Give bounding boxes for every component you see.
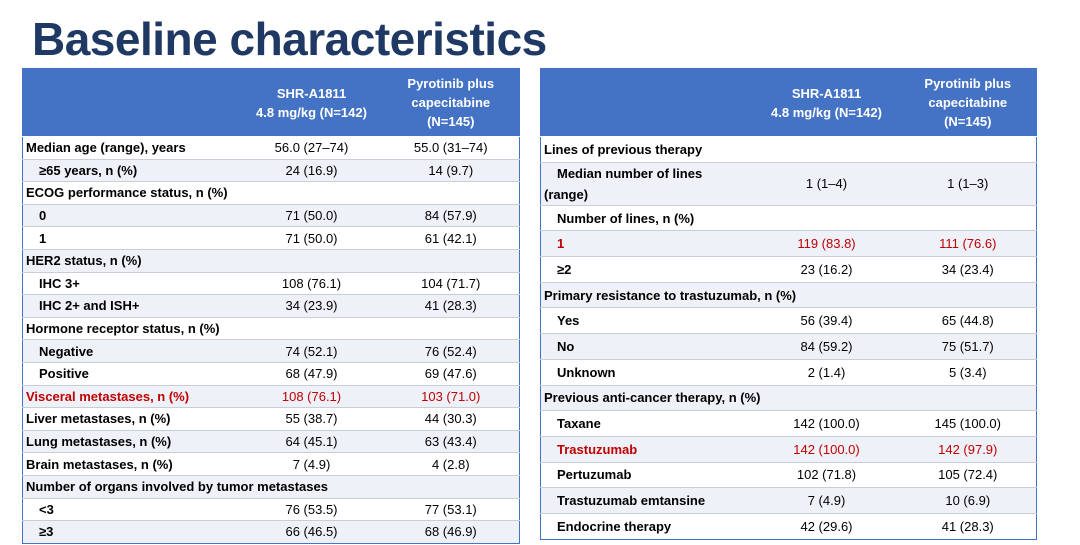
header-col2-line1: Pyrotinib plus	[407, 76, 495, 91]
value-shr-a1811: 102 (71.8)	[754, 462, 900, 488]
table-row	[23, 317, 520, 340]
row-label	[23, 295, 241, 318]
row-label	[541, 137, 754, 163]
row-label	[541, 231, 754, 257]
table-row	[23, 362, 520, 385]
row-label-text: Pertuzumab	[557, 467, 632, 483]
value-shr-a1811	[241, 249, 383, 272]
row-label-text: Visceral metastases, n (%)	[26, 388, 190, 404]
value-pyrotinib: 105 (72.4)	[900, 462, 1037, 488]
table-row	[541, 462, 1037, 488]
row-label-text: IHC 3+	[39, 275, 80, 291]
value-pyrotinib	[383, 317, 520, 340]
header-col2-line3: (N=145)	[427, 114, 475, 129]
header-col2-line2: capecitabine	[928, 95, 1008, 110]
row-label-text: Number of lines, n (%)	[557, 210, 695, 226]
header-col1-line2: 4.8 mg/kg (N=142)	[256, 104, 367, 120]
table-row	[23, 227, 520, 250]
row-label	[23, 498, 241, 521]
value-pyrotinib: 145 (100.0)	[900, 411, 1037, 437]
row-label	[541, 359, 754, 385]
header-empty-cell	[541, 69, 754, 137]
row-label-text: 0	[39, 208, 47, 224]
value-pyrotinib: 65 (44.8)	[900, 308, 1037, 334]
row-label	[23, 475, 328, 498]
table-row	[23, 272, 520, 295]
row-label-text: ≥2	[557, 261, 572, 277]
header-col2-line3: (N=145)	[944, 114, 992, 129]
value-shr-a1811: 42 (29.6)	[754, 513, 900, 539]
table-row	[23, 408, 520, 431]
value-pyrotinib: 1 (1–3)	[900, 162, 1037, 205]
header-pyrotinib	[383, 69, 520, 137]
row-label-text: Hormone receptor status, n (%)	[26, 321, 220, 337]
row-label	[23, 204, 241, 227]
row-label	[23, 272, 241, 295]
value-shr-a1811	[754, 137, 900, 163]
row-label-text: IHC 2+ and ISH+	[39, 298, 140, 314]
value-shr-a1811: 24 (16.9)	[241, 159, 383, 182]
row-label-text: Lung metastases, n (%)	[26, 434, 172, 450]
value-pyrotinib: 103 (71.0)	[383, 385, 520, 408]
table-row	[23, 249, 520, 272]
table-row	[23, 137, 520, 160]
value-pyrotinib	[383, 249, 520, 272]
value-shr-a1811	[241, 182, 383, 205]
row-label	[23, 385, 241, 408]
row-label	[541, 488, 754, 514]
table-row	[23, 430, 520, 453]
row-label-text: No	[557, 338, 575, 354]
value-pyrotinib: 55.0 (31–74)	[383, 137, 520, 160]
row-label	[23, 137, 241, 160]
value-pyrotinib: 68 (46.9)	[383, 521, 520, 544]
table-row	[541, 137, 1037, 163]
row-label-text: Taxane	[557, 416, 601, 432]
value-pyrotinib: 84 (57.9)	[383, 204, 520, 227]
value-pyrotinib: 111 (76.6)	[900, 231, 1037, 257]
row-label	[541, 162, 754, 205]
value-shr-a1811: 7 (4.9)	[241, 453, 383, 476]
table-header-row	[541, 69, 1037, 137]
row-label-text: Unknown	[557, 364, 616, 380]
value-pyrotinib: 10 (6.9)	[900, 488, 1037, 514]
table-row	[23, 498, 520, 521]
header-shr-a1811	[241, 69, 383, 137]
value-shr-a1811: 142 (100.0)	[754, 436, 900, 462]
value-pyrotinib: 41 (28.3)	[900, 513, 1037, 539]
row-label-text: 1	[39, 230, 47, 246]
value-shr-a1811: 119 (83.8)	[754, 231, 900, 257]
row-label	[23, 453, 241, 476]
table-row	[23, 521, 520, 544]
row-label	[23, 249, 241, 272]
row-label-text: Primary resistance to trastuzumab, n (%)	[544, 287, 797, 303]
row-label-text-cont: (range)	[544, 186, 589, 202]
row-label-text: Yes	[557, 313, 580, 329]
value-shr-a1811: 1 (1–4)	[754, 162, 900, 205]
row-label-text: ≥65 years, n (%)	[39, 162, 138, 178]
header-col1-line1: SHR-A1811	[276, 85, 347, 101]
value-shr-a1811	[241, 317, 383, 340]
value-shr-a1811: 56.0 (27–74)	[241, 137, 383, 160]
row-label-text: Positive	[39, 366, 89, 382]
value-pyrotinib: 142 (97.9)	[900, 436, 1037, 462]
table-row	[23, 182, 520, 205]
value-shr-a1811: 142 (100.0)	[754, 411, 900, 437]
value-shr-a1811	[754, 205, 900, 231]
baseline-table-right	[540, 68, 1037, 540]
value-pyrotinib	[900, 205, 1037, 231]
row-label	[23, 430, 241, 453]
table-row	[23, 340, 520, 363]
row-label-text: HER2 status, n (%)	[26, 253, 142, 269]
table-row	[541, 308, 1037, 334]
table-row	[23, 453, 520, 476]
value-pyrotinib: 4 (2.8)	[383, 453, 520, 476]
value-pyrotinib	[900, 385, 1037, 411]
value-shr-a1811	[754, 385, 900, 411]
value-pyrotinib: 14 (9.7)	[383, 159, 520, 182]
row-label-text: Median number of lines	[557, 165, 703, 181]
value-pyrotinib: 41 (28.3)	[383, 295, 520, 318]
table-row	[541, 231, 1037, 257]
row-label-text: ECOG performance status, n (%)	[26, 185, 228, 201]
header-col1-line1: SHR-A1811	[791, 85, 862, 101]
row-label-text: Median age (range), years	[26, 140, 186, 156]
row-label	[23, 317, 241, 340]
value-pyrotinib	[900, 282, 1037, 308]
table-row	[23, 159, 520, 182]
table-row	[23, 295, 520, 318]
value-shr-a1811: 34 (23.9)	[241, 295, 383, 318]
table-header-row	[23, 69, 520, 137]
value-shr-a1811: 84 (59.2)	[754, 334, 900, 360]
value-pyrotinib: 69 (47.6)	[383, 362, 520, 385]
table-row	[541, 359, 1037, 385]
row-label-text: Trastuzumab	[557, 441, 638, 457]
row-label-text: Previous anti-cancer therapy, n (%)	[544, 390, 761, 406]
row-label	[23, 227, 241, 250]
row-label-text: Liver metastases, n (%)	[26, 411, 171, 427]
row-label-text: Negative	[39, 343, 94, 359]
header-col2-line1: Pyrotinib plus	[924, 76, 1012, 91]
row-label	[23, 340, 241, 363]
table-row	[541, 282, 1037, 308]
value-pyrotinib: 104 (71.7)	[383, 272, 520, 295]
table-row	[541, 488, 1037, 514]
row-label	[541, 257, 754, 283]
value-shr-a1811: 56 (39.4)	[754, 308, 900, 334]
value-shr-a1811: 68 (47.9)	[241, 362, 383, 385]
table-row	[541, 162, 1037, 205]
value-pyrotinib: 34 (23.4)	[900, 257, 1037, 283]
header-empty-cell	[23, 69, 241, 137]
value-pyrotinib: 61 (42.1)	[383, 227, 520, 250]
value-shr-a1811: 55 (38.7)	[241, 408, 383, 431]
value-pyrotinib: 5 (3.4)	[900, 359, 1037, 385]
header-pyrotinib	[900, 69, 1037, 137]
header-shr-a1811	[754, 69, 900, 137]
value-shr-a1811: 66 (46.5)	[241, 521, 383, 544]
value-shr-a1811: 76 (53.5)	[241, 498, 383, 521]
row-label	[23, 159, 241, 182]
value-pyrotinib: 75 (51.7)	[900, 334, 1037, 360]
table-row	[23, 475, 520, 498]
value-shr-a1811: 108 (76.1)	[241, 272, 383, 295]
row-label	[23, 182, 241, 205]
table-row	[541, 385, 1037, 411]
table-row	[23, 385, 520, 408]
row-label	[23, 521, 241, 544]
value-pyrotinib	[383, 475, 520, 498]
value-shr-a1811: 71 (50.0)	[241, 227, 383, 250]
header-col2-line2: capecitabine	[411, 95, 491, 110]
row-label	[23, 408, 241, 431]
row-label	[541, 513, 754, 539]
value-pyrotinib: 76 (52.4)	[383, 340, 520, 363]
value-shr-a1811: 7 (4.9)	[754, 488, 900, 514]
row-label	[541, 462, 754, 488]
row-label-text: Endocrine therapy	[557, 518, 672, 534]
value-pyrotinib: 44 (30.3)	[383, 408, 520, 431]
table-row	[23, 204, 520, 227]
baseline-table-left	[22, 68, 520, 544]
row-label	[541, 308, 754, 334]
row-label	[541, 385, 761, 411]
value-pyrotinib	[383, 182, 520, 205]
table-row	[541, 257, 1037, 283]
row-label-text: Number of organs involved by tumor metastases	[26, 479, 328, 495]
row-label	[23, 362, 241, 385]
value-pyrotinib	[900, 137, 1037, 163]
value-pyrotinib: 77 (53.1)	[383, 498, 520, 521]
table-row	[541, 334, 1037, 360]
table-row	[541, 436, 1037, 462]
value-pyrotinib: 63 (43.4)	[383, 430, 520, 453]
value-shr-a1811: 71 (50.0)	[241, 204, 383, 227]
value-shr-a1811: 108 (76.1)	[241, 385, 383, 408]
table-row	[541, 205, 1037, 231]
row-label-text: ≥3	[39, 524, 54, 540]
row-label-text: Lines of previous therapy	[544, 141, 703, 157]
row-label	[541, 205, 754, 231]
value-shr-a1811: 64 (45.1)	[241, 430, 383, 453]
row-label	[541, 282, 797, 308]
row-label-text: 1	[557, 236, 565, 252]
row-label	[541, 436, 754, 462]
table-row	[541, 513, 1037, 539]
value-shr-a1811: 2 (1.4)	[754, 359, 900, 385]
value-shr-a1811: 74 (52.1)	[241, 340, 383, 363]
row-label	[541, 334, 754, 360]
row-label-text: Trastuzumab emtansine	[557, 493, 706, 509]
row-label-text: <3	[39, 501, 54, 517]
table-row	[541, 411, 1037, 437]
row-label	[541, 411, 754, 437]
row-label-text: Brain metastases, n (%)	[26, 456, 173, 472]
header-col1-line2: 4.8 mg/kg (N=142)	[771, 104, 882, 120]
page-title: Baseline characteristics	[32, 13, 547, 65]
value-shr-a1811: 23 (16.2)	[754, 257, 900, 283]
